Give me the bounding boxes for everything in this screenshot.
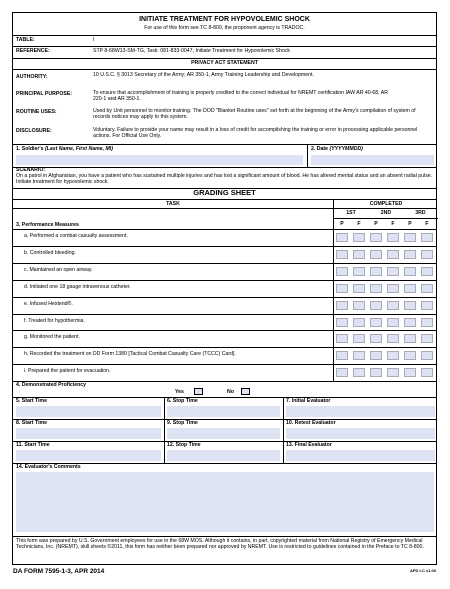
attempt-2-pass-box[interactable] [370, 351, 382, 360]
attempt-2-pass-box[interactable] [370, 233, 382, 242]
divider [13, 35, 436, 36]
attempt-1-header: 1ST [346, 210, 356, 216]
form-subtitle: For use of this form see TC 8-800, the proponent agency is TRADOC. [144, 25, 305, 31]
purpose-text: To ensure that accomplishment of training is properly credited to the correct individual for NREMT certification IAW AR 40-68, AR 220-1 and AR 350-1. [93, 90, 388, 102]
divider [13, 46, 436, 47]
attempt-3-fail-box[interactable] [421, 284, 433, 293]
divider [13, 364, 436, 365]
evaluator-input[interactable] [286, 406, 435, 417]
form-version: APD LC v1.00 [409, 568, 436, 573]
attempt-3-pass-box[interactable] [404, 284, 416, 293]
performance-measures-label: 3. Performance Measures [16, 222, 79, 228]
time-label: 5. Start Time [16, 398, 48, 404]
divider [13, 330, 436, 331]
attempt-1-fail-box[interactable] [353, 233, 365, 242]
purpose-label: PRINCIPAL PURPOSE: [16, 91, 73, 97]
attempt-2-pass-box[interactable] [370, 368, 382, 377]
divider [164, 419, 165, 441]
disclosure-label: DISCLOSURE: [16, 128, 52, 134]
time-label: 8. Start Time [16, 420, 48, 426]
attempt-3-fail-box[interactable] [421, 351, 433, 360]
time-input[interactable] [167, 428, 280, 439]
form-notice: This form was prepared by U.S. Government employees for use in the 68W MOS. Although it contains, in part, copyrighted material from National Registry of Emergency Medical Technicians, Inc. (NREMT), skill sheets ©2011, this form has neither been prepared nor approved by NREMT. Use is restricted to guidelines contained in the Preface to TC 8-800. [16, 538, 424, 550]
scenario-text: On a patrol in Afghanistan, you have a patient who has sustained multiple injuries and has lost a significant amount of blood. He has altered mental status and an absent radial pulse. Initiate treatment for hypovolemic shock. [16, 173, 433, 185]
attempt-1-pass-box[interactable] [336, 284, 348, 293]
attempt-3-fail-box[interactable] [421, 334, 433, 343]
attempt-1-pass-box[interactable] [336, 368, 348, 377]
attempt-2-fail-box[interactable] [387, 301, 399, 310]
comments-input[interactable] [16, 472, 434, 532]
attempt-1-pass-box[interactable] [336, 351, 348, 360]
divider [13, 397, 436, 398]
attempt-1-fail-box[interactable] [353, 284, 365, 293]
date-label: 2. Date (YYYYMMDD) [311, 146, 363, 152]
time-label: 11. Start Time [16, 442, 50, 448]
authority-text: 10 U.S.C. § 3013 Secretary of the Army; AR 350-1, Army Training Leadership and Development. [93, 72, 314, 78]
divider [13, 263, 436, 264]
task-item: i. Prepared the patient for evacuation. [24, 368, 111, 375]
divider [13, 58, 436, 59]
divider [333, 218, 438, 219]
attempt-1-pass-box[interactable] [336, 334, 348, 343]
divider [13, 208, 436, 209]
proficiency-label: 4. Demonstrated Proficiency [16, 382, 87, 388]
time-input[interactable] [167, 406, 280, 417]
disclosure-text: Voluntary. Failure to provide your name may result in a loss of credit for accomplishing the training or error in processing applicable personnel actions. For Official Use Only. [93, 127, 418, 139]
soldier-name-input[interactable] [16, 155, 303, 165]
grading-title: GRADING SHEET [193, 188, 256, 197]
evaluator-input[interactable] [286, 450, 435, 461]
attempt-1-fail-box[interactable] [353, 334, 365, 343]
attempt-2-header: 2ND [380, 210, 392, 216]
time-label: 6. Stop Time [167, 398, 198, 404]
task-item: e. Infused Hextend®. [24, 300, 73, 307]
time-input[interactable] [16, 450, 161, 461]
attempt-1-fail-box[interactable] [353, 318, 365, 327]
time-label: 12. Stop Time [167, 442, 201, 448]
pass-header: P [340, 221, 344, 227]
time-label: 7. Initial Evaluator [286, 398, 331, 404]
attempt-3-fail-box[interactable] [421, 233, 433, 242]
attempt-3-pass-box[interactable] [404, 233, 416, 242]
attempt-3-header: 3RD [415, 210, 426, 216]
attempt-1-pass-box[interactable] [336, 250, 348, 259]
divider [13, 69, 436, 70]
attempt-1-fail-box[interactable] [353, 250, 365, 259]
attempt-3-pass-box[interactable] [404, 301, 416, 310]
pass-header: P [374, 221, 378, 227]
task-item: d. Initiated one 18 gauge intravenous catheter. [24, 283, 131, 290]
attempt-3-fail-box[interactable] [421, 318, 433, 327]
task-item: f. Treated for hypothermia. [24, 317, 85, 324]
divider [13, 199, 436, 200]
attempt-2-fail-box[interactable] [387, 250, 399, 259]
fail-header: F [391, 221, 395, 227]
divider [13, 229, 436, 230]
attempt-2-fail-box[interactable] [387, 334, 399, 343]
divider [164, 397, 165, 419]
attempt-3-fail-box[interactable] [421, 368, 433, 377]
completed-header: COMPLETED [369, 201, 403, 207]
form-id: DA FORM 7595-1-3, APR 2014 [13, 568, 105, 575]
divider [283, 419, 284, 441]
proficiency-no-label: No [227, 389, 234, 395]
attempt-3-pass-box[interactable] [404, 351, 416, 360]
divider [13, 280, 436, 281]
divider [283, 441, 284, 463]
task-header: TASK [166, 201, 180, 207]
attempt-2-fail-box[interactable] [387, 233, 399, 242]
attempt-2-pass-box[interactable] [370, 250, 382, 259]
attempt-1-pass-box[interactable] [336, 301, 348, 310]
proficiency-yes-label: Yes [175, 389, 184, 395]
soldier-label: 1. Soldier's (Last Name, First Name, MI) [16, 146, 113, 152]
divider [164, 441, 165, 463]
attempt-2-pass-box[interactable] [370, 334, 382, 343]
attempt-2-fail-box[interactable] [387, 351, 399, 360]
divider [283, 397, 284, 419]
attempt-1-pass-box[interactable] [336, 267, 348, 276]
attempt-1-fail-box[interactable] [353, 301, 365, 310]
attempt-2-pass-box[interactable] [370, 267, 382, 276]
table-label: TABLE: [16, 37, 35, 43]
attempt-1-fail-box[interactable] [353, 368, 365, 377]
attempt-2-pass-box[interactable] [370, 284, 382, 293]
divider [307, 144, 308, 167]
divider [13, 419, 436, 420]
task-item: b. Controlled bleeding. [24, 249, 76, 256]
date-input[interactable] [311, 155, 434, 165]
attempt-3-pass-box[interactable] [404, 250, 416, 259]
attempt-2-fail-box[interactable] [387, 267, 399, 276]
task-item: c. Maintained an open airway. [24, 266, 93, 273]
attempt-1-fail-box[interactable] [353, 351, 365, 360]
attempt-1-pass-box[interactable] [336, 318, 348, 327]
proficiency-no-checkbox[interactable] [241, 388, 250, 395]
attempt-3-fail-box[interactable] [421, 301, 433, 310]
attempt-1-pass-box[interactable] [336, 233, 348, 242]
task-item: g. Monitored the patient. [24, 334, 80, 341]
routine-text: Used by Unit personnel to monitor training. The DOD "Blanket Routine uses" set forth at the beginning of the Army's compilation of system of records notices may apply to this system. [93, 108, 416, 120]
routine-label: ROUTINE USES: [16, 109, 57, 115]
divider [13, 441, 436, 442]
divider [13, 167, 436, 168]
divider [333, 199, 334, 381]
attempt-2-pass-box[interactable] [370, 301, 382, 310]
time-label: 9. Stop Time [167, 420, 198, 426]
attempt-3-fail-box[interactable] [421, 250, 433, 259]
fail-header: F [357, 221, 361, 227]
attempt-3-pass-box[interactable] [404, 318, 416, 327]
divider [13, 314, 436, 315]
attempt-2-fail-box[interactable] [387, 368, 399, 377]
form-title: INITIATE TREATMENT FOR HYPOVOLEMIC SHOCK [139, 16, 310, 23]
time-input[interactable] [16, 406, 161, 417]
pass-header: P [408, 221, 412, 227]
time-input[interactable] [16, 428, 161, 439]
evaluator-input[interactable] [286, 428, 435, 439]
attempt-3-pass-box[interactable] [404, 267, 416, 276]
attempt-2-fail-box[interactable] [387, 318, 399, 327]
attempt-2-pass-box[interactable] [370, 318, 382, 327]
attempt-3-pass-box[interactable] [404, 368, 416, 377]
time-input[interactable] [167, 450, 280, 461]
divider [13, 246, 436, 247]
divider [13, 347, 436, 348]
time-label: 13. Final Evaluator [286, 442, 332, 448]
form-frame [12, 12, 437, 565]
reference-label: REFERENCE: [16, 48, 50, 54]
comments-label: 14. Evaluator's Comments [16, 464, 81, 470]
scenario-label: SCENARIO: [16, 167, 46, 173]
divider [13, 144, 436, 145]
attempt-2-fail-box[interactable] [387, 284, 399, 293]
task-item: a. Performed a combat casualty assessment. [24, 233, 128, 239]
time-label: 10. Retest Evaluator [286, 420, 336, 426]
authority-label: AUTHORITY: [16, 74, 48, 80]
attempt-3-fail-box[interactable] [421, 267, 433, 276]
attempt-1-fail-box[interactable] [353, 267, 365, 276]
reference-value: STP 8-68W13-SM-TG, Task: 081-833-0047, Initiate Treatment for Hypovolemic Shock [93, 48, 291, 54]
attempt-3-pass-box[interactable] [404, 334, 416, 343]
privacy-title: PRIVACY ACT STATEMENT [191, 60, 258, 66]
divider [13, 536, 436, 537]
divider [13, 297, 436, 298]
proficiency-yes-checkbox[interactable] [194, 388, 203, 395]
task-item: h. Recorded the treatment on DD Form 1380 [Tactical Combat Casualty Care (TCCC) Card]. [24, 351, 236, 358]
fail-header: F [425, 221, 429, 227]
table-value: I [93, 37, 95, 43]
